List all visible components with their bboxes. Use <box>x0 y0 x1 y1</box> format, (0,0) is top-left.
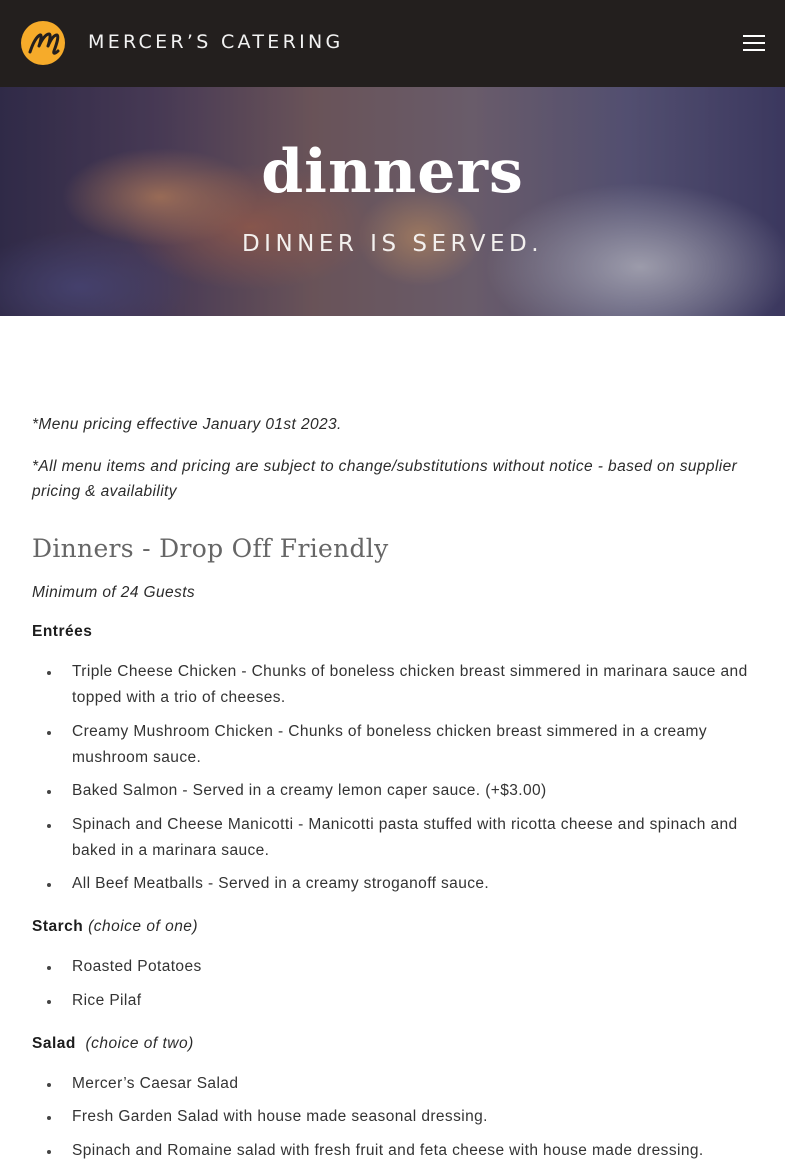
entrees-heading <box>32 623 754 641</box>
substitution-note: *All menu items and pricing are subject to change/substitutions without notice - based on supplier pricing & availability <box>32 458 738 500</box>
minimum-guests: Minimum of 24 Guests <box>32 584 196 601</box>
list-item: Spinach and Cheese Manicotti - Manicotti pasta stuffed with ricotta cheese and spinach and baked in a marinara sauce. <box>72 812 754 864</box>
section-title: Dinners - Drop Off Friendly <box>32 534 389 563</box>
salad-heading <box>32 1035 754 1053</box>
menu-content <box>32 412 754 1167</box>
list-item: Spinach and Romaine salad with fresh fruit and feta cheese with house made dressing. <box>72 1138 754 1164</box>
site-header <box>0 0 785 87</box>
list-item: Fresh Garden Salad with house made seasonal dressing. <box>72 1104 754 1130</box>
entrees-list <box>32 659 754 897</box>
list-item: Roasted Potatoes <box>72 954 754 980</box>
menu-bar <box>743 42 765 44</box>
list-item: Creamy Mushroom Chicken - Chunks of boneless chicken breast simmered in a creamy mushroom sauce. <box>72 719 754 771</box>
salad-label: Salad <box>32 1034 76 1052</box>
list-item: Triple Cheese Chicken - Chunks of boneless chicken breast simmered in marinara sauce and topped with a trio of cheeses. <box>72 659 754 711</box>
page-title: dinners <box>261 137 524 207</box>
starch-label: Starch <box>32 918 84 935</box>
hamburger-menu-icon[interactable] <box>741 32 767 54</box>
list-item: All Beef Meatballs - Served in a creamy stroganoff sauce. <box>72 871 754 897</box>
salad-list <box>32 1071 754 1164</box>
list-item: Rice Pilaf <box>72 988 754 1014</box>
brand-name[interactable]: MERCER’S CATERING <box>88 31 344 53</box>
mercers-m-logo-icon[interactable] <box>21 21 65 65</box>
hero-banner <box>0 87 785 316</box>
starch-choice-note: (choice of one) <box>88 918 199 935</box>
page-subtitle: DINNER IS SERVED. <box>241 231 544 257</box>
starch-heading <box>32 918 754 936</box>
menu-bar <box>743 49 765 51</box>
list-item: Mercer’s Caesar Salad <box>72 1071 754 1097</box>
salad-choice-note: (choice of two) <box>85 1034 194 1052</box>
list-item: Baked Salmon - Served in a creamy lemon caper sauce. (+$3.00) <box>72 778 754 804</box>
starch-list <box>32 954 754 1014</box>
pricing-note: *Menu pricing effective January 01st 2023. <box>32 416 342 433</box>
menu-bar <box>743 35 765 37</box>
logo-glyph <box>21 21 65 65</box>
entrees-label: Entrées <box>32 623 93 640</box>
